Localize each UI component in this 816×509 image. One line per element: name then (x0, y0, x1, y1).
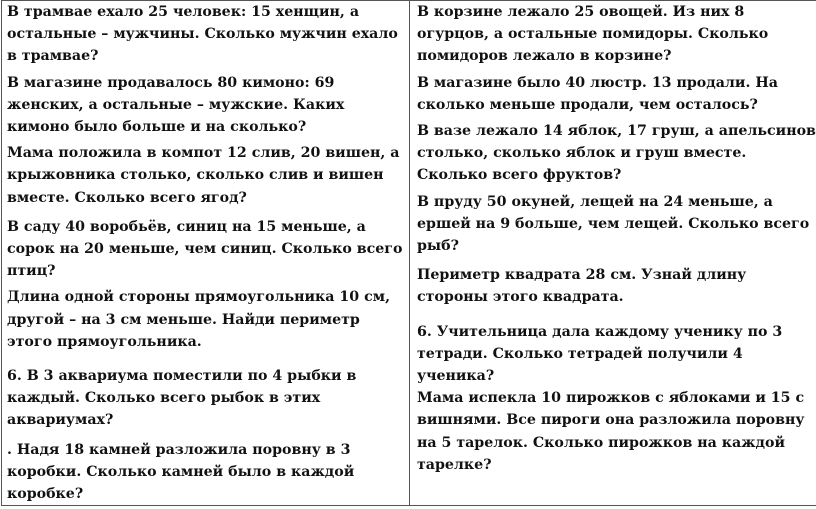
task-garden-birds: В саду 40 воробьёв, синиц на 15 меньше, а сорок на 20 меньше, чем синиц. Сколько всего птиц? (7, 218, 403, 280)
right-column-cell (410, 1, 816, 506)
task-vase-fruits: В вазе лежало 14 яблок, 17 груш, а апельсинов столько, сколько яблок и груш вместе. Сколько всего фруктов? (417, 123, 816, 184)
table-row (2, 1, 816, 506)
task-square-side: Периметр квадрата 28 см. Узнай длину стороны этого квадрата. (417, 267, 747, 306)
task-pies-plates: Мама испекла 10 пирожков с яблоками и 15 с вишнями. Все пироги она разложила поровну на 5 тарелок. Сколько пирожков на каждой тарелке? (417, 390, 805, 473)
task-rectangle-perimeter: Длина одной стороны прямоугольника 10 см, другой – на 3 см меньше. Найди периметр этого прямоугольника. (7, 289, 391, 350)
task-stones-boxes: . Надя 18 камней разложила поровну в 3 коробки. Сколько камней было в каждой коробке? (7, 441, 355, 503)
task-tram: В трамвае ехало 25 человек: 15 хенщин, а остальные – мужчины. Сколько мужчин ехало в трамвае? (7, 4, 398, 65)
left-column-cell (2, 1, 410, 506)
task-pond-fish: В пруду 50 окуней, лещей на 24 меньше, а ершей на 9 больше, чем лещей. Сколько всего рыб? (417, 193, 810, 255)
task-kimono: В магазине продавалось 80 кимоно: 69 женских, а остальные – мужские. Каких кимоно было больше и на сколько? (7, 74, 345, 136)
task-vegetables-basket: В корзине лежало 25 овощей. Из них 8 огурцов, а остальные помидоры. Сколько помидоров лежало в корзине? (417, 4, 769, 65)
task-chandeliers: В магазине было 40 люстр. 13 продали. На сколько меньше продали, чем осталось? (417, 74, 778, 113)
task-table (1, 0, 816, 506)
task-compote-berries: Мама положила в компот 12 слив, 20 вишен, а крыжовника столько, сколько слив и вишен вместе. Сколько всего ягод? (7, 145, 400, 206)
task-notebooks: 6. Учительница дала каждому ученику по 3 тетради. Сколько тетрадей получили 4 ученика? (417, 323, 783, 385)
task-aquarium-fish: 6. В 3 аквариума поместили по 4 рыбки в каждый. Сколько всего рыбок в этих аквариумах? (7, 368, 357, 429)
